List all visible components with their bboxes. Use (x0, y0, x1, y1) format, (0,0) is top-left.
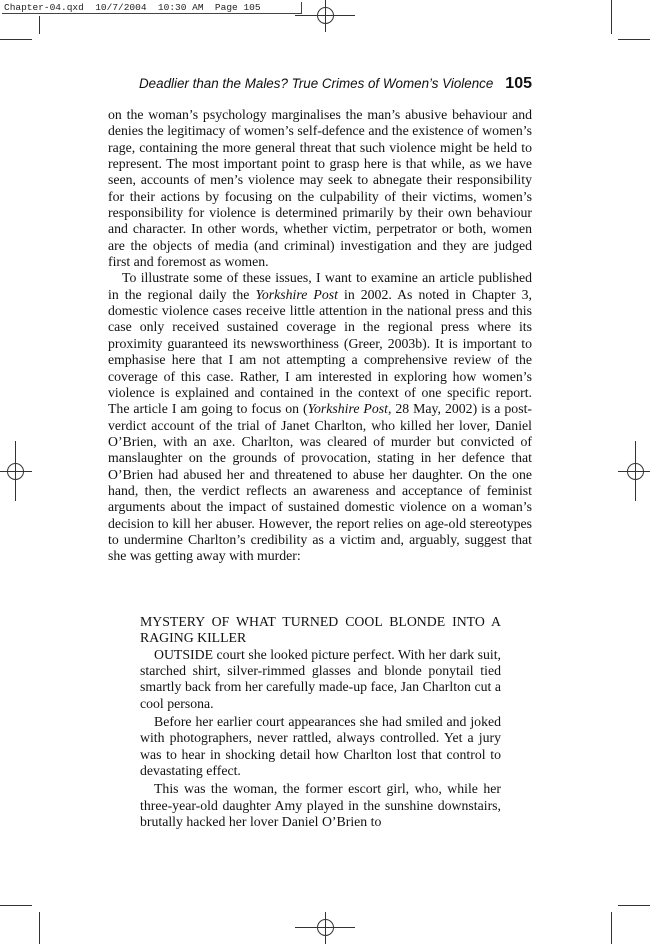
registration-line-top-v (325, 0, 326, 32)
crop-mark-bottom-right-v (611, 912, 612, 944)
crop-mark-top-left-v (39, 16, 40, 34)
quote-headline: MYSTERY OF WHAT TURNED COOL BLONDE INTO A RAGING KILLER (140, 614, 501, 646)
running-title: Deadlier than the Males? True Crimes of Women’s Violence (139, 76, 494, 91)
quote-paragraph-2: Before her earlier court appearances she had smiled and joked with photographers, never rattled, always controlled. Yet a jury was to hear in shocking detail how Charlton lost that control to devastating effect. (140, 714, 501, 779)
paragraph-1: on the woman’s psychology marginalises the man’s abusive behaviour and denies the legitimacy of women’s self-defence and the existence of women’s rage, containing the more general threat that such violence might be held to represent. The most important point to grasp here is that while, as we have seen, accounts of men’s violence may seek to abnegate their responsibility for their actions by focusing on the culpability of their victims, women’s responsibility for violence is determined primarily by their own behaviour and character. In other words, whether victim, perpetrator or both, women are the objects of media (and criminal) investigation and they are judged first and foremost as women. (108, 107, 532, 270)
crop-mark-bottom-right-h (618, 905, 650, 906)
publication-title: Yorkshire Post (255, 286, 338, 302)
quote-paragraph-3: This was the woman, the former escort girl, who, while her three-year-old daughter Amy played in the sunshine downstairs, brutally hacked her lover Daniel O’Brien to (140, 781, 501, 830)
crop-mark-top-left-h (0, 39, 32, 40)
quote-paragraph-1: OUTSIDE court she looked picture perfect. With her dark suit, starched shirt, silver-rimmed glasses and blonde ponytail tied smartly back from her carefully made-up face, Jan Charlton cut a cool persona. (140, 646, 501, 711)
crop-mark-top-right-v (611, 0, 612, 34)
page-number: 105 (505, 75, 532, 92)
crop-mark-bottom-left-h (0, 905, 32, 906)
crop-mark-bottom-left-v (39, 912, 40, 944)
block-quote (140, 614, 501, 830)
publication-title: Yorkshire Post (307, 401, 388, 417)
paragraph-2: To illustrate some of these issues, I want to examine an article published in the regional daily the Yorkshire Post in 2002. As noted in Chapter 3, domestic violence cases receive little attention in the national press and this case only received sustained coverage in the regional press where its proximity guaranteed its newsworthiness (Greer, 2003b). It is important to emphasise here that I am not attempting a comprehensive review of the coverage of this case. Rather, I am interested in exploring how women’s violence is explained and contained in the context of one specific report. The article I am going to focus on (Yorkshire Post, 28 May, 2002) is a post-verdict account of the trial of Janet Charlton, who killed her lover, Daniel O’Brien, with an axe. Charlton, was cleared of murder but convicted of manslaughter on the grounds of provocation, stating in her defence that O’Brien had abused her and threatened to abuse her daughter. On the one hand, then, the verdict reflects an awareness and acceptance of feminist arguments about the impact of sustained domestic violence on a woman’s decision to kill her abuser. However, the report relies on age-old stereotypes to undermine Charlton’s credibility as a victim and, arguably, suggest that she was getting away with murder: (108, 270, 533, 564)
registration-line-right-h (618, 471, 650, 472)
registration-line-left-h (0, 471, 32, 472)
body-text (108, 107, 532, 565)
crop-mark-top-right-h (618, 39, 650, 40)
registration-line-right-v (635, 441, 636, 501)
registration-line-bottom-v (325, 912, 326, 944)
running-head (108, 74, 532, 94)
printer-slug: Chapter-04.qxd 10/7/2004 10:30 AM Page 105 (2, 2, 302, 14)
registration-line-left-v (15, 441, 16, 501)
